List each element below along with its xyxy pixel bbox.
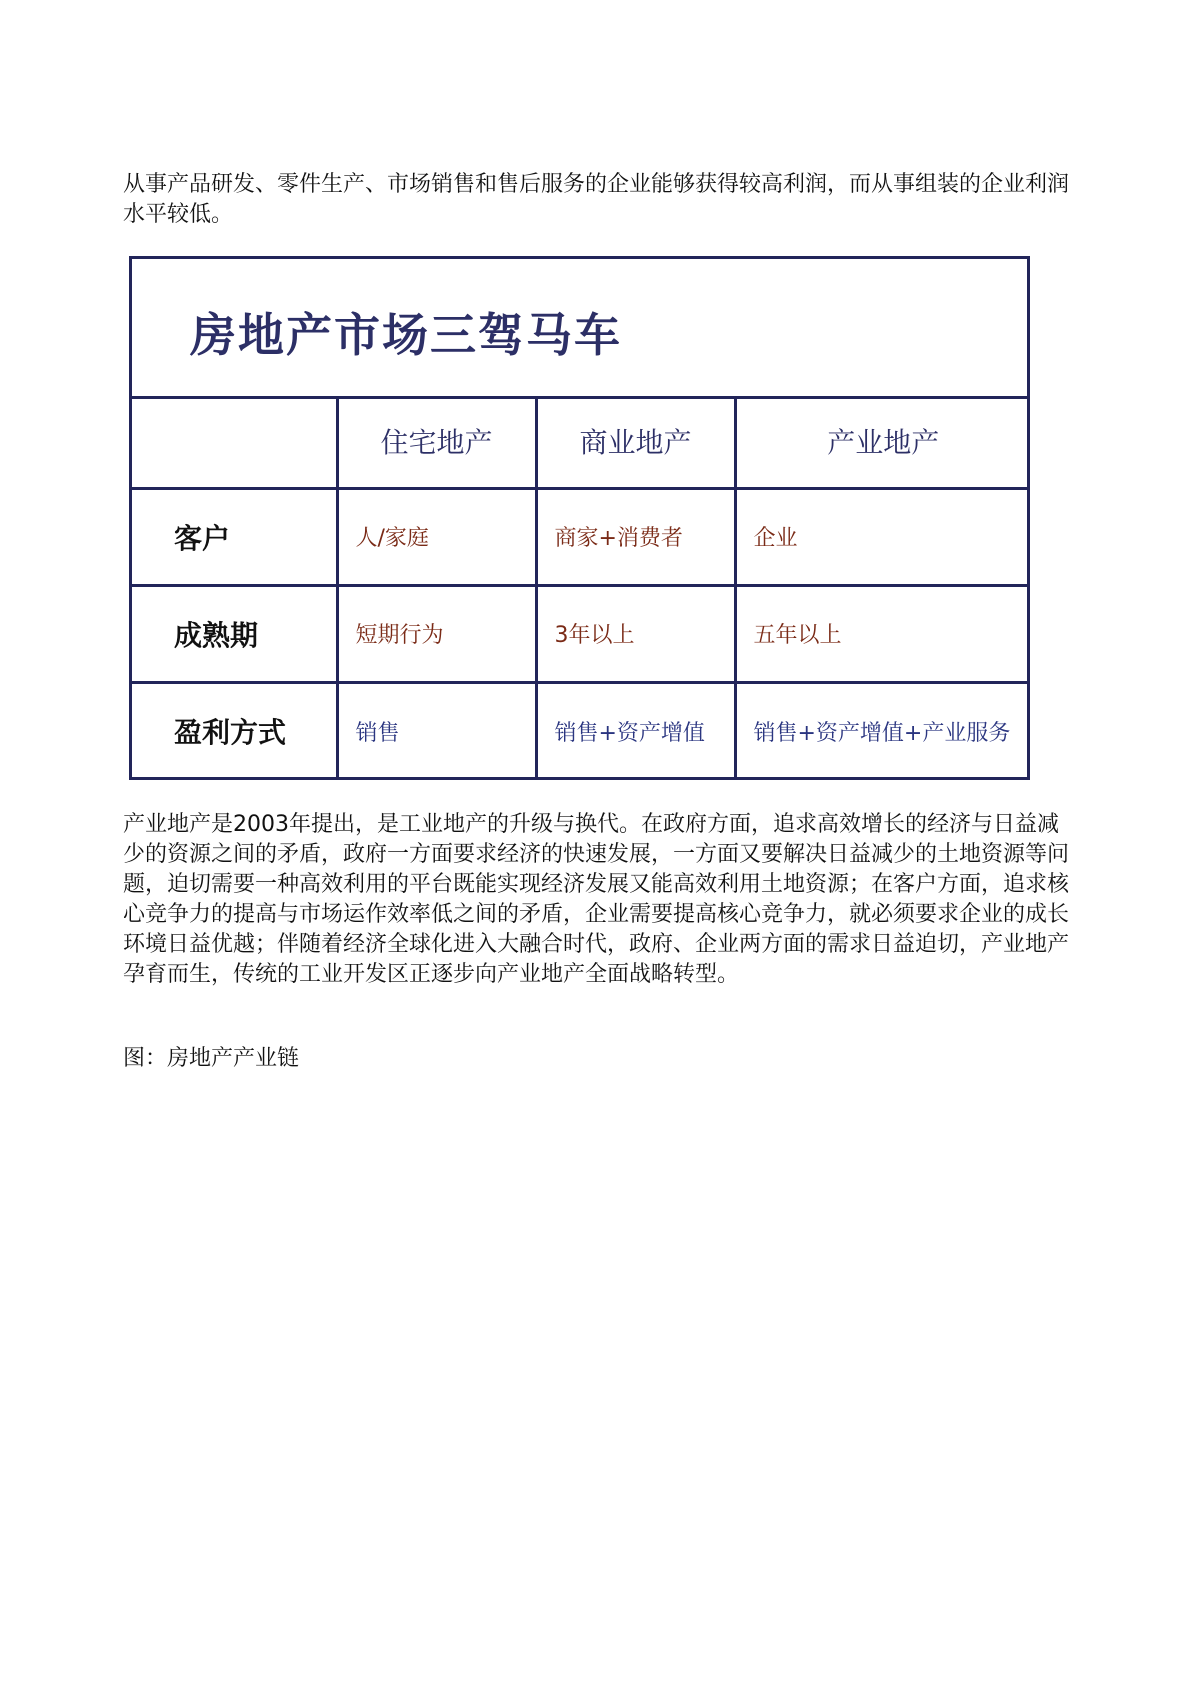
body-paragraph: 产业地产是2003年提出，是工业地产的升级与换代。在政府方面，追求高效增长的经济与日益减少的资源之间的矛盾，政府一方面要求经济的快速发展，一方面又要解决日益减少的土地资源等问题，迫切需要一种高效利用的平台既能实现经济发展又能高效利用土地资源；在客户方面，追求核心竞争力的提高与市场运作效率低之间的矛盾，企业需要提高核心竞争力，就必须要求企业的成长环境日益优越；伴随着经济全球化进入大融合时代，政府、企业两方面的需求日益迫切，产业地产孕育而生，传统的工业开发区正逐步向产业地产全面战略转型。 [123,812,1070,987]
table-corner-cell [132,396,337,488]
table-cell: 商家+消费者 [536,488,735,585]
table-cell: 3年以上 [536,585,735,682]
column-header-industrial: 产业地产 [735,396,1030,488]
figure-title: 房地产市场三驾马车 [190,308,622,362]
figure-title-bar [132,259,1027,399]
comparison-table [132,396,1030,779]
table-row [132,585,1030,682]
table-cell: 五年以上 [735,585,1030,682]
column-header-commercial: 商业地产 [536,396,735,488]
figure-caption: 图：房地产产业链 [123,1046,300,1071]
table-cell: 销售+资产增值 [536,682,735,779]
table-cell: 短期行为 [337,585,536,682]
table-row [132,488,1030,585]
table-header-row [132,396,1030,488]
table-cell: 销售+资产增值+产业服务 [735,682,1030,779]
row-header-profit-model: 盈利方式 [132,682,337,779]
table-row [132,682,1030,779]
table-cell: 人/家庭 [337,488,536,585]
row-header-customer: 客户 [132,488,337,585]
table-cell: 销售 [337,682,536,779]
row-header-maturity: 成熟期 [132,585,337,682]
real-estate-table-figure [129,256,1030,780]
table-cell: 企业 [735,488,1030,585]
intro-paragraph: 从事产品研发、零件生产、市场销售和售后服务的企业能够获得较高利润，而从事组装的企业利润水平较低。 [123,172,1070,227]
column-header-residential: 住宅地产 [337,396,536,488]
